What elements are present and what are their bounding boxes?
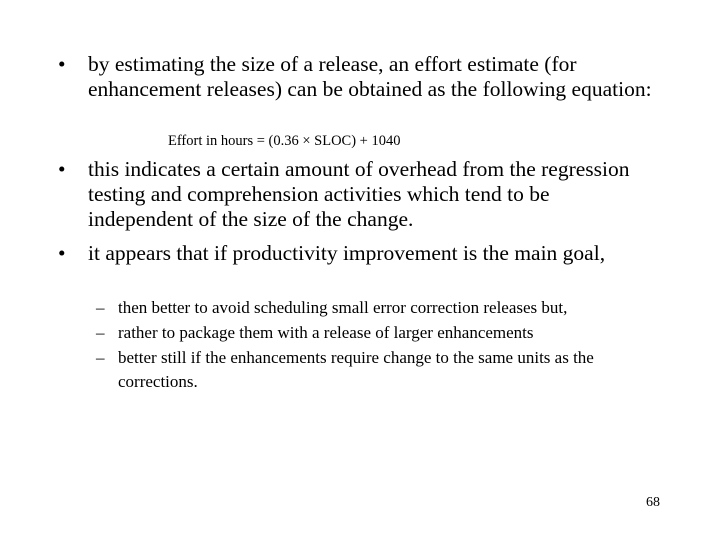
bullet-marker: • xyxy=(58,52,66,76)
sub-bullet-text: then better to avoid scheduling small error correction releases but, xyxy=(118,298,568,317)
bullet-item xyxy=(58,241,658,266)
bullet-item xyxy=(58,157,658,232)
bullet-marker: • xyxy=(58,157,66,181)
sub-bullet-marker: – xyxy=(96,348,105,367)
sub-bullet-item xyxy=(96,346,676,394)
effort-equation: Effort in hours = (0.36 × SLOC) + 1040 xyxy=(168,133,401,149)
bullet-text: it appears that if productivity improvement is the main goal, xyxy=(88,241,606,265)
bullet-item xyxy=(58,52,658,102)
bullet-text: by estimating the size of a release, an effort estimate (for enhancement releases) can be obtained as the following equation: xyxy=(88,52,652,101)
sub-bullet-item xyxy=(96,321,676,345)
bullet-marker: • xyxy=(58,241,66,265)
sub-bullet-text: rather to package them with a release of larger enhancements xyxy=(118,323,534,342)
sub-bullet-marker: – xyxy=(96,298,105,317)
sub-bullet-item xyxy=(96,296,676,320)
page-number: 68 xyxy=(646,495,660,510)
sub-bullet-marker: – xyxy=(96,323,105,342)
sub-bullet-text: better still if the enhancements require change to the same units as the corrections. xyxy=(118,348,594,391)
bullet-text: this indicates a certain amount of overhead from the regression testing and comprehension activities which tend to be independent of the size of the change. xyxy=(88,157,630,231)
